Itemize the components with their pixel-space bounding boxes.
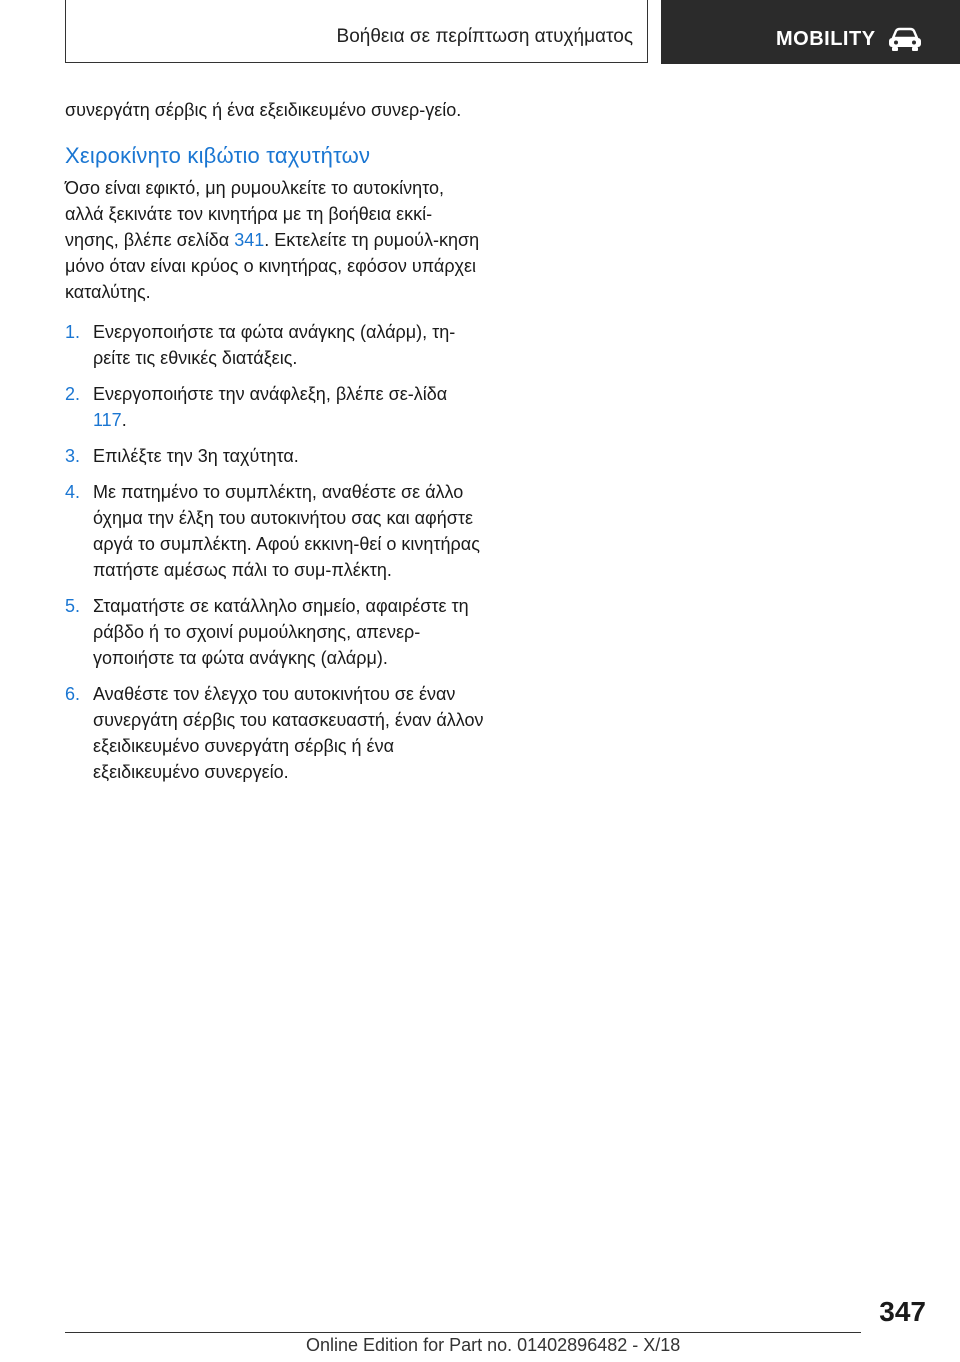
page-link-117[interactable]: 117 (93, 410, 122, 430)
list-item (65, 319, 485, 371)
step-text: Με πατημένο το συμπλέκτη, αναθέστε σε άλλο όχημα την έλξη του αυτοκινήτου σας και αφήστε αργά το συμπλέκτη. Αφού εκκινη-θεί ο κινητήρας πατήστε αμέσως πάλι το συμ-πλέκτη. (93, 482, 480, 580)
list-item (65, 443, 485, 469)
brand-label: MOBILITY (776, 28, 876, 50)
step-text: Αναθέστε τον έλεγχο του αυτοκινήτου σε έναν συνεργάτη σέρβις του κατασκευαστή, έναν άλλον εξειδικευμένο συνεργάτη σέρβις ή ένα εξειδικευμένο συνεργείο. (93, 684, 484, 782)
intro-text-before: Όσο είναι εφικτό, μη ρυμουλκείτε το αυτοκίνητο, αλλά ξεκινάτε τον κινητήρα με τη βοήθεια εκκί-νησης, βλέπε σελίδα (65, 178, 445, 250)
list-item (65, 479, 485, 583)
list-item (65, 381, 485, 433)
header-brand-bar (661, 0, 960, 64)
list-item (65, 681, 485, 785)
step-text: Επιλέξτε την 3η ταχύτητα. (93, 446, 299, 466)
step-text: Σταματήστε σε κατάλληλο σημείο, αφαιρέστε τη ράβδο ή το σχοινί ρυμούλκησης, απενερ-γοποιήστε τα φώτα ανάγκης (αλάρμ). (93, 596, 469, 668)
step-number: 3. (65, 446, 81, 466)
list-item (65, 593, 485, 671)
continued-paragraph: συνεργάτη σέρβις ή ένα εξειδικευμένο συνερ-γείο. (65, 100, 462, 120)
header-section-box (65, 0, 648, 63)
footer-divider (65, 1332, 861, 1333)
step-text: Ενεργοποιήστε τα φώτα ανάγκης (αλάρμ), τη-ρείτε τις εθνικές διατάξεις. (93, 322, 456, 368)
step-text: Ενεργοποιήστε την ανάφλεξη, βλέπε σε-λίδα (93, 384, 448, 404)
header-section-title: Βοήθεια σε περίπτωση ατυχήματος (336, 26, 633, 47)
step-number: 4. (65, 482, 81, 502)
intro-paragraph (65, 175, 485, 305)
car-icon (887, 26, 923, 52)
step-number: 6. (65, 684, 81, 704)
section-heading: Χειροκίνητο κιβώτιο ταχυτήτων (65, 143, 371, 168)
page-link-341[interactable]: 341 (234, 230, 265, 250)
footer-edition-text: Online Edition for Part no. 01402896482 - X/18 (306, 1335, 681, 1355)
steps-list (65, 319, 485, 785)
step-text-after: . (121, 410, 127, 430)
step-number: 1. (65, 322, 81, 342)
step-number: 5. (65, 596, 81, 616)
page-number: 347 (879, 1296, 926, 1327)
intro-text-after: . Εκτελείτε τη ρυμούλ-κηση μόνο όταν είναι κρύος ο κινητήρας, εφόσον υπάρχει καταλύτης. (65, 230, 480, 302)
step-number: 2. (65, 384, 81, 404)
main-content (65, 97, 485, 795)
